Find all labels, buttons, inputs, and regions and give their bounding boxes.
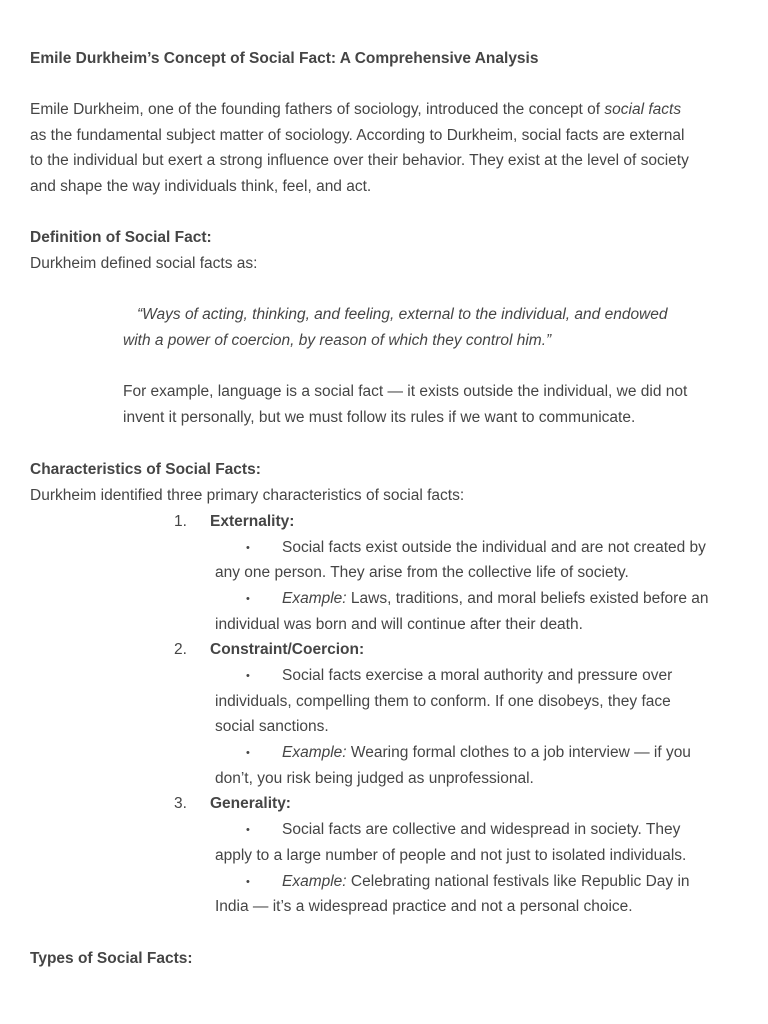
example-line-1: For example, language is a social fact — it exists outside the individual, we did not: [123, 383, 688, 400]
document-title: Emile Durkheim’s Concept of Social Fact: A Comprehensive Analysis: [30, 50, 539, 67]
example-line-2: invent it personally, but we must follow its rules if we want to communicate.: [123, 409, 636, 426]
bullet-text: Social facts are collective and widespread in society. They: [282, 821, 681, 838]
bullet-icon: •: [246, 876, 250, 888]
bullet-text: apply to a large number of people and not just to isolated individuals.: [215, 847, 687, 864]
definition-lead: Durkheim defined social facts as:: [30, 255, 258, 272]
definition-heading: Definition of Social Fact:: [30, 229, 212, 246]
quote-line-2: with a power of coercion, by reason of which they control him.”: [123, 332, 552, 349]
characteristics-lead: Durkheim identified three primary characteristics of social facts:: [30, 487, 465, 504]
bullet-text: any one person. They arise from the collective life of society.: [215, 564, 629, 581]
bullet-icon: •: [246, 747, 250, 759]
intro-line-4: and shape the way individuals think, feel, and act.: [30, 178, 372, 195]
bullet-text: don’t, you risk being judged as unprofessional.: [215, 770, 534, 787]
bullet-example-line: [282, 589, 709, 609]
bullet-icon: •: [246, 824, 250, 836]
types-heading: Types of Social Facts:: [30, 950, 193, 967]
quote-line-1: “Ways of acting, thinking, and feeling, external to the individual, and endowed: [137, 306, 668, 323]
example-label: Example:: [282, 873, 347, 890]
bullet-icon: •: [246, 670, 250, 682]
list-number: 2.: [174, 641, 187, 658]
list-number: 1.: [174, 513, 187, 530]
bullet-text: Celebrating national festivals like Republic Day in: [346, 873, 690, 890]
intro-line-3: to the individual but exert a strong influence over their behavior. They exist at the level of society: [30, 152, 689, 169]
bullet-text: Social facts exercise a moral authority and pressure over: [282, 667, 673, 684]
intro-emphasis: social facts: [604, 101, 682, 118]
bullet-text: Wearing formal clothes to a job interview — if you: [346, 744, 691, 761]
bullet-text: Laws, traditions, and moral beliefs existed before an: [346, 590, 709, 607]
example-label: Example:: [282, 590, 347, 607]
list-item-title: Constraint/Coercion:: [210, 641, 365, 658]
bullet-example-line: [282, 872, 690, 892]
bullet-text: Social facts exist outside the individual and are not created by: [282, 539, 706, 556]
bullet-icon: •: [246, 593, 250, 605]
example-label: Example:: [282, 744, 347, 761]
list-item-title: Externality:: [210, 513, 295, 530]
bullet-example-line: [282, 743, 691, 763]
bullet-text: social sanctions.: [215, 718, 329, 735]
list-number: 3.: [174, 795, 187, 812]
intro-line-1: [30, 100, 681, 120]
bullet-icon: •: [246, 542, 250, 554]
intro-text: Emile Durkheim, one of the founding fathers of sociology, introduced the concept of: [30, 101, 605, 118]
bullet-text: India — it’s a widespread practice and not a personal choice.: [215, 898, 633, 915]
bullet-text: individuals, compelling them to conform. If one disobeys, they face: [215, 693, 671, 710]
list-item-title: Generality:: [210, 795, 291, 812]
intro-line-2: as the fundamental subject matter of sociology. According to Durkheim, social facts are external: [30, 127, 685, 144]
characteristics-heading: Characteristics of Social Facts:: [30, 461, 261, 478]
bullet-text: individual was born and will continue after their death.: [215, 616, 583, 633]
